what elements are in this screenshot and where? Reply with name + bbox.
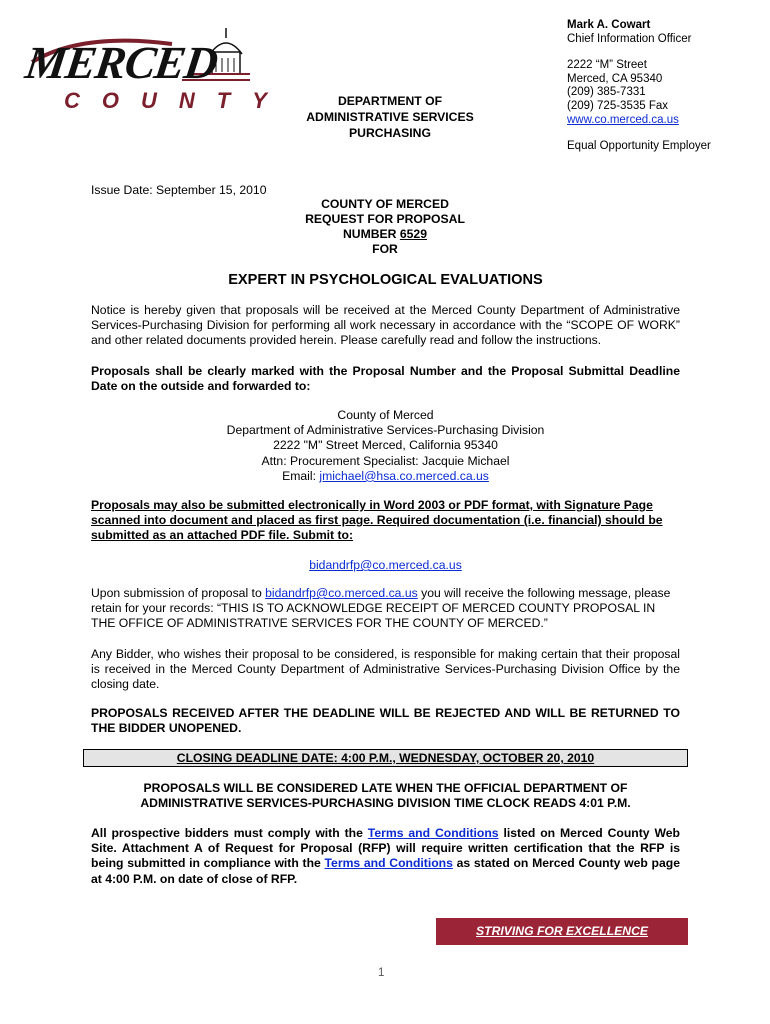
striving-excellence-banner	[436, 918, 688, 945]
late-line: PROPOSALS WILL BE CONSIDERED LATE WHEN THE OFFICIAL DEPARTMENT OF	[143, 781, 628, 795]
ack-text-before: Upon submission of proposal to	[91, 586, 266, 600]
contact-role: Chief Information Officer	[567, 32, 692, 45]
submit-email-link[interactable]: bidandrfp@co.merced.ca.us	[309, 558, 462, 572]
department-heading	[290, 93, 490, 141]
acknowledgement-paragraph	[91, 586, 680, 632]
logo-county-word: COUNTY	[64, 88, 289, 113]
website-link[interactable]: www.co.merced.ca.us	[567, 113, 679, 126]
closing-deadline-text: CLOSING DEADLINE DATE: 4:00 P.M., WEDNESDAY, OCTOBER 20, 2010	[176, 751, 595, 765]
late-line: ADMINISTRATIVE SERVICES-PURCHASING DIVISION TIME CLOCK READS 4:01 P.M.	[140, 796, 631, 811]
department-line: PURCHASING	[349, 126, 431, 140]
mailing-address	[91, 408, 680, 484]
rfp-heading	[270, 197, 500, 257]
issue-date: Issue Date: September 15, 2010	[91, 183, 267, 197]
rfp-line: COUNTY OF MERCED	[321, 197, 449, 211]
department-line: ADMINISTRATIVE SERVICES	[306, 110, 474, 124]
closing-deadline-banner	[83, 749, 688, 767]
late-clock-notice	[91, 781, 680, 811]
rfp-number-line	[270, 227, 500, 242]
terms-link-2[interactable]: Terms and Conditions	[324, 856, 453, 871]
contact-street: 2222 “M” Street	[567, 59, 647, 72]
address-line: 2222 "M" Street Merced, California 95340	[273, 438, 498, 453]
rfp-number: 6529	[399, 227, 427, 241]
footer-slogan: STRIVING FOR EXCELLENCE	[476, 924, 648, 938]
address-line: Attn: Procurement Specialist: Jacquie Michael	[261, 453, 510, 468]
address-line: Department of Administrative Services-Purchasing Division	[226, 423, 545, 438]
comply-text: listed on Merced County Web Site. Attachment A of Request for Proposal (RFP) will require written certification that the RFP is being submitted in compliance with the	[91, 826, 680, 871]
rfp-line: REQUEST FOR PROPOSAL	[305, 212, 465, 226]
marking-instructions: Proposals shall be clearly marked with the Proposal Number and the Proposal Submittal Deadline Date on the outside and forwarded to:	[91, 364, 680, 394]
contact-city: Merced, CA 95340	[567, 72, 663, 85]
late-rejection-notice: PROPOSALS RECEIVED AFTER THE DEADLINE WILL BE REJECTED AND WILL BE RETURNED TO THE BIDDER UNOPENED.	[91, 706, 680, 736]
rfp-number-prefix: NUMBER	[343, 227, 400, 241]
address-line: County of Merced	[337, 408, 434, 422]
page-number: 1	[378, 967, 385, 979]
rfp-line: FOR	[372, 242, 398, 256]
address-email-line	[91, 469, 680, 484]
notice-paragraph: Notice is hereby given that proposals will be received at the Merced County Department of Administrative Services-Purchasing Division for performing all work necessary in accordance with the “SCOPE OF WORK” and other related documents provided herein. Please carefully read and follow the instructions.	[91, 303, 680, 348]
page-title: EXPERT IN PSYCHOLOGICAL EVALUATIONS	[228, 272, 543, 288]
terms-compliance-paragraph	[91, 826, 680, 887]
comply-text: as stated on Merced County web page at 4:00 P.M. on date of close of RFP.	[91, 856, 680, 886]
logo-merced-word: MERCED	[22, 37, 221, 88]
equal-opportunity-text: Equal Opportunity Employer	[567, 140, 711, 153]
terms-link-1[interactable]: Terms and Conditions	[367, 826, 499, 840]
electronic-submission-text: Proposals may also be submitted electronically in Word 2003 or PDF format, with Signature Page scanned into document and placed as first page. Required documentation (i.e. financial) should be submitted as an attached PDF file. Submit to:	[91, 498, 663, 543]
comply-text: All prospective bidders must comply with the	[91, 826, 368, 840]
contact-phone: (209) 385-7331	[567, 86, 646, 99]
merced-county-logo	[22, 22, 289, 113]
department-line: DEPARTMENT OF	[337, 94, 443, 108]
submit-email-line	[91, 558, 680, 573]
bidder-responsibility-paragraph: Any Bidder, who wishes their proposal to be considered, is responsible for making certain that their proposal is received in the Merced County Department of Administrative Services-Purchasing Division Office by the closing date.	[91, 647, 680, 692]
contact-name: Mark A. Cowart	[567, 19, 651, 31]
email-label: Email:	[282, 468, 320, 483]
ack-email-link[interactable]: bidandrfp@co.merced.ca.us	[265, 586, 418, 600]
specialist-email-link[interactable]: jmichael@hsa.co.merced.ca.us	[319, 468, 489, 483]
contact-block	[567, 19, 711, 154]
contact-fax: (209) 725-3535 Fax	[567, 99, 669, 112]
ack-text-after: you will receive the following message, please retain for your records: “THIS IS TO ACKNOWLEDGE RECEIPT OF MERCED COUNTY PROPOSAL IN THE OFFICE OF ADMINISTRATIVE SERVICES FOR THE COUNTY OF MERCED.”	[91, 586, 671, 631]
